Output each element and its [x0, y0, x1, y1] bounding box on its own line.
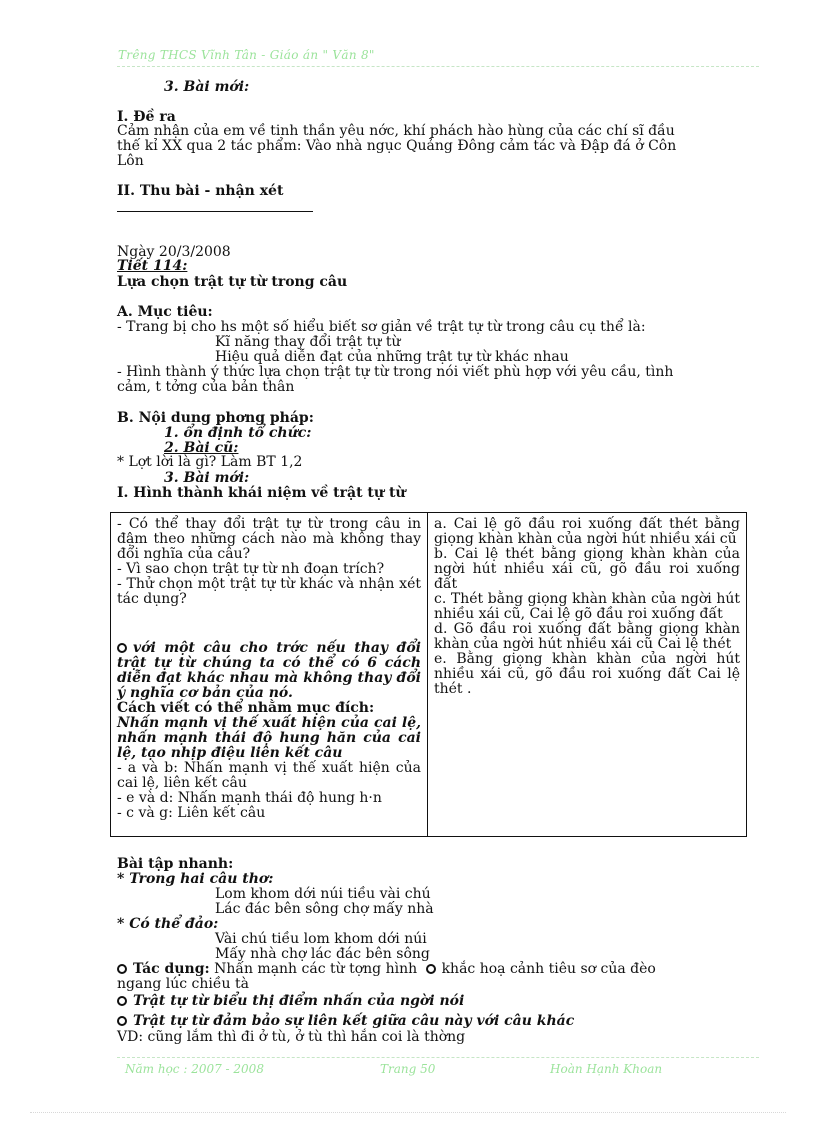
objective-line-4: - Hình thành ý thức lựa chọn trật tự từ trong nói viết phù hợp với yêu cầu, tình [117, 364, 674, 380]
right-cell [428, 513, 747, 837]
question-1: - Có thể thay đổi trật tự từ trong câu in đậm theo những cách nào mà không thay đổi nghĩa của câu? [117, 516, 421, 562]
inversion-line-1: Vài chú tiều lom khom dới núi [215, 931, 427, 947]
poem-label: * Trong hai câu thơ: [117, 871, 274, 887]
purpose-heading: Cách viết có thể nhằm mục đích: [117, 700, 375, 716]
poem-line-2: Lác đác bên sông chợ mấy nhà [215, 901, 434, 917]
section-1-heading: I. Hình thành khái niệm về trật tự từ [117, 485, 406, 501]
footer-author: Hoàn Hạnh Khoan [550, 1062, 663, 1076]
question-2: - Vì sao chọn trật tự từ nh đoạn trích? [117, 561, 385, 577]
question-3: - Thử chọn một trật tự từ khác và nhận xét tác dụng? [117, 576, 421, 607]
lesson-date: Ngày 20/3/2008 [117, 244, 231, 260]
effect-continued: ngang lúc chiều tà [117, 976, 249, 992]
part2-heading: II. Thu bài - nhận xét [117, 183, 284, 199]
objective-line-2: Kĩ năng thay đổi trật tự từ [215, 334, 401, 350]
step-1: 1. ổn định tổ chức: [164, 425, 312, 441]
poem-line-1: Lom khom dới núi tiều vài chú [215, 886, 431, 902]
note-cohesion: Trật tự từ đảm bảo sự liên kết giữa câu này với câu khác [133, 1013, 575, 1029]
exercise-heading: Bài tập nhanh: [117, 856, 234, 872]
part1-line-1: Cảm nhận của em về tinh thần yêu nớc, khí phách hào hùng của các chí sĩ đầu [117, 123, 675, 139]
variant-b: b. Cai lệ thét bằng giọng khàn khàn của ngời hút nhiều xái cũ, gõ đầu roi xuống đất [434, 546, 740, 592]
left-cell [111, 513, 428, 837]
footer-page: Trang 50 [380, 1062, 436, 1076]
note-emphasis: Trật tự từ biểu thị điểm nhấn của ngời nói [133, 993, 465, 1009]
part1-line-3: Lôn [117, 153, 144, 169]
old-lesson-question: * Lợt lời là gì? Làm BT 1,2 [117, 454, 303, 470]
variant-a: a. Cai lệ gõ đầu roi xuống đất thét bằng giọng khàn khàn của ngời hút nhiều xái cũ [434, 516, 740, 547]
footer-divider [117, 1057, 759, 1058]
note-cg: - c và g: Liên kết câu [117, 805, 266, 821]
inversion-label: * Có thể đảo: [117, 916, 219, 932]
inversion-line-2: Mấy nhà chợ lác đác bên sông [215, 946, 430, 962]
part1-line-2: thế kỉ XX qua 2 tác phẩm: Vào nhà ngục Quảng Đông cảm tác và Đập đá ở Côn [117, 138, 677, 154]
page-bottom-border [30, 1112, 786, 1113]
circle-bullet-icon [117, 964, 127, 974]
conclusion-text: với một câu cho trớc nếu thay đổi trật tự từ chúng ta có thể có 6 cách diễn đạt khác nhau mà không thay đổi ý nghĩa cơ bản của nó. [117, 640, 421, 701]
objective-line-1: - Trang bị cho hs một số hiểu biết sơ giản về trật tự từ trong câu cụ thể là: [117, 319, 646, 335]
content-heading: B. Nội dung phơng pháp: [117, 410, 314, 426]
note-ab: - a và b: Nhấn mạnh vị thế xuất hiện của cai lệ, liên kết câu [117, 760, 421, 791]
lesson-period: Tiết 114: [117, 258, 188, 274]
effect-text-2: khắc hoạ cảnh tiêu sơ của đèo [441, 961, 656, 977]
objective-line-5: cảm, t tởng của bản thân [117, 379, 295, 395]
header-divider [117, 66, 759, 67]
variant-e: e. Bằng giọng khàn khàn của ngời hút nhiều xái cũ, gõ đầu roi xuống đất Cai lệ thét . [434, 651, 740, 697]
circle-bullet-icon [117, 1016, 127, 1026]
page-header: Trêng THCS Vĩnh Tân - Giáo án " Văn 8" [118, 48, 375, 62]
purpose-text: Nhấn mạnh vị thế xuất hiện của cai lệ, nhấn mạnh thái độ hung hăn của cai lệ, tạo nhịp điệu liên kết câu [117, 715, 421, 761]
comparison-table [110, 512, 747, 837]
effect-label: Tác dụng: [133, 961, 210, 977]
step-2: 2. Bài cũ: [164, 440, 239, 456]
variant-d: d. Gõ đầu roi xuống đất bằng giọng khàn khàn của ngời hút nhiều xái cũ Cai lệ thét [434, 621, 740, 652]
new-lesson-heading: 3. Bài mới: [164, 79, 250, 95]
circle-bullet-icon [426, 964, 436, 974]
part1-heading: I. Đề ra [117, 109, 176, 125]
circle-bullet-icon [117, 996, 127, 1006]
note-ed: - e và d: Nhấn mạnh thái độ hung h·n [117, 790, 382, 806]
step-3: 3. Bài mới: [164, 470, 250, 486]
example-line: VD: cũng lắm thì đi ở tù, ở tù thì hắn coi là thờng [117, 1029, 466, 1045]
circle-bullet-icon [117, 643, 127, 653]
objectives-heading: A. Mục tiêu: [117, 304, 213, 320]
variant-c: c. Thét bằng giọng khàn khàn của ngời hút nhiều xái cũ, Cai lệ gõ đầu roi xuống đất [434, 591, 740, 622]
effect-text: Nhấn mạnh các từ tợng hình [214, 961, 418, 977]
section-separator [117, 211, 313, 212]
objective-line-3: Hiệu quả diễn đạt của những trật tự từ khác nhau [215, 349, 569, 365]
lesson-title: Lựa chọn trật tự từ trong câu [117, 274, 348, 290]
footer-year: Năm học : 2007 - 2008 [125, 1062, 264, 1076]
